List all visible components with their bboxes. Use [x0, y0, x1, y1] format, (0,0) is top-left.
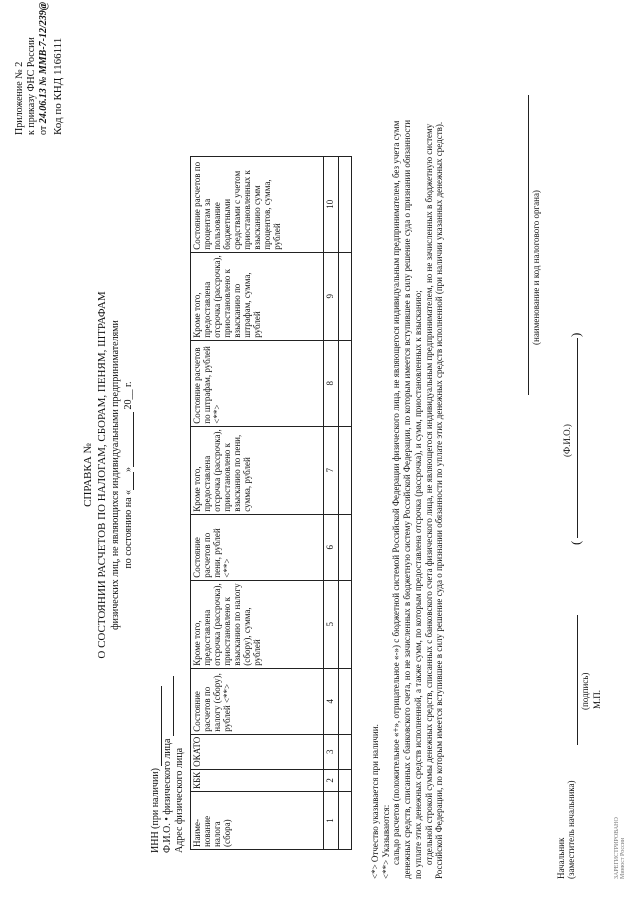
col-header-tax-deferral: Кроме того, предоставлена отсрочка (рассрочка), приостановлено к взысканию по налогу (сбору), сумма, рублей: [191, 580, 324, 668]
footnote-2: <**> Указываются:: [380, 804, 391, 879]
fio-bracket-left: (: [568, 540, 583, 545]
footnotes: [370, 114, 445, 879]
col-header-kbk: КБК: [191, 769, 324, 791]
col-number: 6: [324, 514, 339, 580]
col-number: 3: [324, 734, 339, 769]
col-header-okato: ОКАТО: [191, 734, 324, 769]
col-header-fine-deferral: Кроме того, предоставлена отсрочка (рассрочка), приостановлено к взысканию по штрафам, сумма, рублей: [191, 252, 324, 340]
person-info: [150, 676, 186, 853]
signature-line: [577, 615, 578, 745]
footnote-1: <*> Отчество указывается при наличии.: [370, 724, 380, 879]
table-row: [339, 156, 352, 849]
appendix-block: [14, 2, 64, 135]
document-subtitle-2: физических лиц, не являющихся индивидуальными предпринимателями: [110, 320, 121, 630]
settlements-table: [190, 156, 352, 850]
footnote-3: сальдо расчетов (положительное «+», отрицательное «-») с бюджетной системой Российской Федерации физического лица, не являющегося индивидуальным предпринимателем, без учета сумм денежных средств, списанных с банковского счета, но не зачисленных в бюджетную систему Российской Федерации, по которым имеется вступившее в силу решение суда о признании обязанности по уплате этих денежных средств исполненной, а также сумм, по которым предоставлена отсрочка (рассрочка), и сумм, приостановленных к взысканию;: [391, 119, 423, 879]
col-header-fine-status: Состояние расчетов по штрафам, рублей <**>: [191, 340, 324, 426]
fio-bracket-right: ): [568, 332, 583, 337]
table-number-row: [324, 156, 339, 849]
col-number: 1: [324, 792, 339, 850]
chief-label: Начальник (заместитель начальника): [556, 780, 576, 879]
fio-line: [577, 338, 578, 538]
document-title: СПРАВКА №: [82, 443, 94, 507]
col-header-tax-status: Состояние расчетов по налогу (сбору), рублей <**>: [191, 668, 324, 734]
appendix-line-3: от 24.06.13 № ММВ-7-12/239@: [38, 1, 49, 135]
address-line: Адрес физического лица: [174, 747, 185, 853]
handwritten-order-number: 24.06.13 № ММВ-7-12/239@: [38, 1, 49, 124]
col-number: 7: [324, 426, 339, 514]
col-header-penalty-status: Состояние расчетов по пени, рублей <**>: [191, 514, 324, 580]
col-number: 4: [324, 668, 339, 734]
org-caption: (наименование и код налогового органа): [531, 190, 541, 345]
col-header-tax-name: Наиме-нование налога (сбора): [191, 792, 324, 850]
fio-line: Ф.И.О. • физического лица: [162, 676, 174, 853]
org-line: [528, 95, 529, 395]
as-of-date: по состоянию на «» 20__ г.: [123, 381, 134, 569]
document-subtitle: О СОСТОЯНИИ РАСЧЕТОВ ПО НАЛОГАМ, СБОРАМ, ПЕНЯМ, ШТРАФАМ: [96, 291, 108, 659]
stamp-place: М.П.: [592, 689, 602, 709]
col-header-penalty-deferral: Кроме того, предоставлена отсрочка (рассрочка), приостановлено к взысканию по пени, сумма, рублей: [191, 426, 324, 514]
col-number: 10: [324, 156, 339, 252]
col-header-interest: Состояние расчетов по процентам за пользование бюджетными средствами с учетом приостановленных к взысканию сумм процентов, сумма, рублей: [191, 156, 324, 252]
appendix-line-1: Приложение № 2: [14, 61, 25, 135]
registration-stamp: ЗАРЕГИСТРИРОВАНО Минюст России: [614, 817, 626, 879]
signature-caption: (подпись): [580, 672, 590, 710]
col-number: 2: [324, 769, 339, 791]
footnote-4: отдельной строкой суммы денежных средств, списанных с банковского счета физического лица, не являющегося индивидуальным предпринимателем, но не зачисленных в бюджетную систему Российской Федерации, по которым имеется вступившее в силу решение суда о признании обязанности по уплате этих денежных средств исполненной (при наличии указанных денежных средств).: [423, 121, 445, 879]
fio-caption: (Ф.И.О.): [562, 424, 572, 457]
knd-code: Код по КНД 1166111: [52, 37, 64, 135]
col-number: 5: [324, 580, 339, 668]
inn-line: ИНН (при наличии): [150, 676, 162, 853]
appendix-line-2: к приказу ФНС России: [26, 37, 37, 135]
table-header-row: [191, 156, 324, 849]
col-number: 9: [324, 252, 339, 340]
col-number: 8: [324, 340, 339, 426]
